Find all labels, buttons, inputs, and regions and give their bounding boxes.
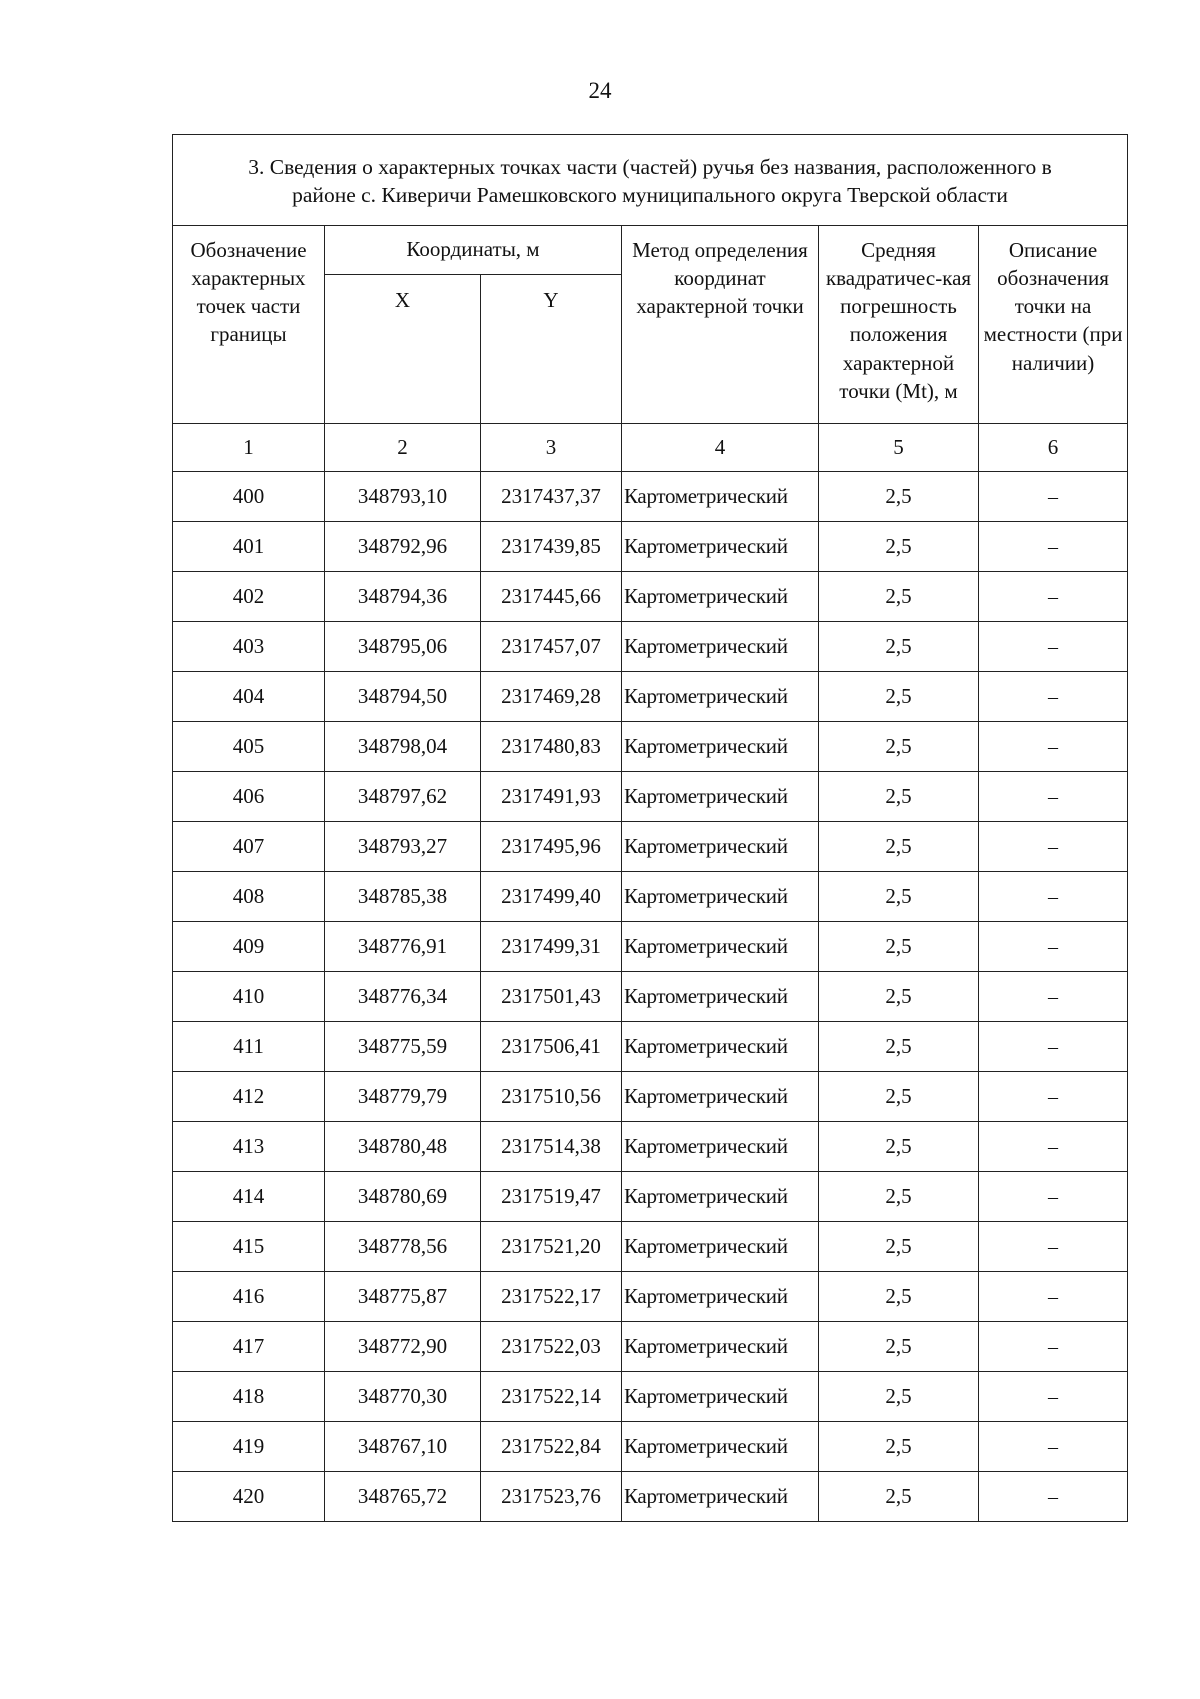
accuracy-cell: 2,5 xyxy=(819,1072,979,1122)
x-coordinate-cell: 348798,04 xyxy=(325,722,481,772)
point-number-cell: 416 xyxy=(173,1272,325,1322)
table-row xyxy=(173,522,1128,572)
description-cell: – xyxy=(979,1322,1128,1372)
description-cell: – xyxy=(979,772,1128,822)
description-cell: – xyxy=(979,672,1128,722)
point-number-cell: 411 xyxy=(173,1022,325,1072)
accuracy-cell: 2,5 xyxy=(819,922,979,972)
header-accuracy: Средняя квадратичес-кая погрешность положения характерной точки (Mt), м xyxy=(819,226,979,424)
accuracy-cell: 2,5 xyxy=(819,1222,979,1272)
y-coordinate-cell: 2317506,41 xyxy=(481,1022,622,1072)
point-number-cell: 402 xyxy=(173,572,325,622)
table-title xyxy=(173,135,1128,226)
description-cell: – xyxy=(979,872,1128,922)
table-row xyxy=(173,722,1128,772)
column-number: 5 xyxy=(819,424,979,472)
method-cell: Картометрический xyxy=(622,1172,819,1222)
point-number-cell: 413 xyxy=(173,1122,325,1172)
x-coordinate-cell: 348776,91 xyxy=(325,922,481,972)
table-row xyxy=(173,1422,1128,1472)
description-cell: – xyxy=(979,1222,1128,1272)
accuracy-cell: 2,5 xyxy=(819,672,979,722)
method-cell: Картометрический xyxy=(622,672,819,722)
point-number-cell: 410 xyxy=(173,972,325,1022)
header-x: X xyxy=(325,275,481,424)
table-row xyxy=(173,472,1128,522)
point-number-cell: 412 xyxy=(173,1072,325,1122)
point-number-cell: 405 xyxy=(173,722,325,772)
point-number-cell: 409 xyxy=(173,922,325,972)
y-coordinate-cell: 2317501,43 xyxy=(481,972,622,1022)
description-cell: – xyxy=(979,572,1128,622)
x-coordinate-cell: 348780,69 xyxy=(325,1172,481,1222)
characteristic-points-table xyxy=(172,134,1128,1522)
x-coordinate-cell: 348776,34 xyxy=(325,972,481,1022)
y-coordinate-cell: 2317519,47 xyxy=(481,1172,622,1222)
description-cell: – xyxy=(979,1072,1128,1122)
accuracy-cell: 2,5 xyxy=(819,972,979,1022)
y-coordinate-cell: 2317495,96 xyxy=(481,822,622,872)
accuracy-cell: 2,5 xyxy=(819,1472,979,1522)
y-coordinate-cell: 2317491,93 xyxy=(481,772,622,822)
method-cell: Картометрический xyxy=(622,472,819,522)
method-cell: Картометрический xyxy=(622,1272,819,1322)
description-cell: – xyxy=(979,722,1128,772)
y-coordinate-cell: 2317439,85 xyxy=(481,522,622,572)
table-row xyxy=(173,822,1128,872)
accuracy-cell: 2,5 xyxy=(819,472,979,522)
x-coordinate-cell: 348780,48 xyxy=(325,1122,481,1172)
accuracy-cell: 2,5 xyxy=(819,1122,979,1172)
table-row xyxy=(173,1372,1128,1422)
x-coordinate-cell: 348792,96 xyxy=(325,522,481,572)
accuracy-cell: 2,5 xyxy=(819,572,979,622)
x-coordinate-cell: 348785,38 xyxy=(325,872,481,922)
x-coordinate-cell: 348779,79 xyxy=(325,1072,481,1122)
method-cell: Картометрический xyxy=(622,1372,819,1422)
point-number-cell: 400 xyxy=(173,472,325,522)
y-coordinate-cell: 2317522,84 xyxy=(481,1422,622,1472)
accuracy-cell: 2,5 xyxy=(819,772,979,822)
x-coordinate-cell: 348770,30 xyxy=(325,1372,481,1422)
table-row xyxy=(173,1472,1128,1522)
header-method: Метод определения координат характерной точки xyxy=(622,226,819,424)
column-numbers-row xyxy=(173,424,1128,472)
column-number: 4 xyxy=(622,424,819,472)
description-cell: – xyxy=(979,822,1128,872)
x-coordinate-cell: 348767,10 xyxy=(325,1422,481,1472)
y-coordinate-cell: 2317437,37 xyxy=(481,472,622,522)
table-row xyxy=(173,1222,1128,1272)
description-cell: – xyxy=(979,1472,1128,1522)
method-cell: Картометрический xyxy=(622,1022,819,1072)
column-number: 6 xyxy=(979,424,1128,472)
y-coordinate-cell: 2317514,38 xyxy=(481,1122,622,1172)
table-row xyxy=(173,572,1128,622)
point-number-cell: 417 xyxy=(173,1322,325,1372)
header-coordinates: Координаты, м xyxy=(325,226,622,275)
table-row xyxy=(173,1172,1128,1222)
column-number: 3 xyxy=(481,424,622,472)
table-title-line-1: 3. Сведения о характерных точках части (частей) ручья без названия, расположенного в xyxy=(248,155,1052,180)
y-coordinate-cell: 2317480,83 xyxy=(481,722,622,772)
y-coordinate-cell: 2317499,40 xyxy=(481,872,622,922)
x-coordinate-cell: 348772,90 xyxy=(325,1322,481,1372)
description-cell: – xyxy=(979,472,1128,522)
method-cell: Картометрический xyxy=(622,1472,819,1522)
method-cell: Картометрический xyxy=(622,872,819,922)
accuracy-cell: 2,5 xyxy=(819,622,979,672)
method-cell: Картометрический xyxy=(622,622,819,672)
point-number-cell: 414 xyxy=(173,1172,325,1222)
method-cell: Картометрический xyxy=(622,1222,819,1272)
point-number-cell: 403 xyxy=(173,622,325,672)
point-number-cell: 419 xyxy=(173,1422,325,1472)
method-cell: Картометрический xyxy=(622,1122,819,1172)
description-cell: – xyxy=(979,972,1128,1022)
table-title-line-2: районе с. Киверичи Рамешковского муниципального округа Тверской области xyxy=(292,183,1008,207)
point-number-cell: 408 xyxy=(173,872,325,922)
y-coordinate-cell: 2317522,17 xyxy=(481,1272,622,1322)
table-row xyxy=(173,1322,1128,1372)
table-row xyxy=(173,1272,1128,1322)
description-cell: – xyxy=(979,622,1128,672)
accuracy-cell: 2,5 xyxy=(819,872,979,922)
point-number-cell: 407 xyxy=(173,822,325,872)
table-row xyxy=(173,1122,1128,1172)
table-row xyxy=(173,872,1128,922)
accuracy-cell: 2,5 xyxy=(819,1172,979,1222)
x-coordinate-cell: 348794,50 xyxy=(325,672,481,722)
description-cell: – xyxy=(979,1172,1128,1222)
table-row xyxy=(173,622,1128,672)
method-cell: Картометрический xyxy=(622,1322,819,1372)
y-coordinate-cell: 2317522,03 xyxy=(481,1322,622,1372)
method-cell: Картометрический xyxy=(622,522,819,572)
accuracy-cell: 2,5 xyxy=(819,822,979,872)
method-cell: Картометрический xyxy=(622,972,819,1022)
accuracy-cell: 2,5 xyxy=(819,1372,979,1422)
point-number-cell: 415 xyxy=(173,1222,325,1272)
method-cell: Картометрический xyxy=(622,572,819,622)
y-coordinate-cell: 2317521,20 xyxy=(481,1222,622,1272)
method-cell: Картометрический xyxy=(622,1422,819,1472)
x-coordinate-cell: 348793,27 xyxy=(325,822,481,872)
method-cell: Картометрический xyxy=(622,772,819,822)
y-coordinate-cell: 2317457,07 xyxy=(481,622,622,672)
description-cell: – xyxy=(979,1372,1128,1422)
method-cell: Картометрический xyxy=(622,822,819,872)
description-cell: – xyxy=(979,1272,1128,1322)
point-number-cell: 406 xyxy=(173,772,325,822)
accuracy-cell: 2,5 xyxy=(819,1022,979,1072)
x-coordinate-cell: 348797,62 xyxy=(325,772,481,822)
point-number-cell: 420 xyxy=(173,1472,325,1522)
x-coordinate-cell: 348765,72 xyxy=(325,1472,481,1522)
header-y: Y xyxy=(481,275,622,424)
description-cell: – xyxy=(979,922,1128,972)
description-cell: – xyxy=(979,1422,1128,1472)
table-row xyxy=(173,772,1128,822)
y-coordinate-cell: 2317499,31 xyxy=(481,922,622,972)
y-coordinate-cell: 2317469,28 xyxy=(481,672,622,722)
column-number: 2 xyxy=(325,424,481,472)
accuracy-cell: 2,5 xyxy=(819,1272,979,1322)
y-coordinate-cell: 2317510,56 xyxy=(481,1072,622,1122)
accuracy-cell: 2,5 xyxy=(819,522,979,572)
y-coordinate-cell: 2317445,66 xyxy=(481,572,622,622)
table-row xyxy=(173,922,1128,972)
method-cell: Картометрический xyxy=(622,922,819,972)
table-row xyxy=(173,1022,1128,1072)
header-designation: Обозначение характерных точек части границы xyxy=(173,226,325,424)
point-number-cell: 418 xyxy=(173,1372,325,1422)
header-description: Описание обозначения точки на местности (при наличии) xyxy=(979,226,1128,424)
x-coordinate-cell: 348778,56 xyxy=(325,1222,481,1272)
y-coordinate-cell: 2317522,14 xyxy=(481,1372,622,1422)
accuracy-cell: 2,5 xyxy=(819,1422,979,1472)
accuracy-cell: 2,5 xyxy=(819,1322,979,1372)
accuracy-cell: 2,5 xyxy=(819,722,979,772)
point-number-cell: 401 xyxy=(173,522,325,572)
description-cell: – xyxy=(979,1122,1128,1172)
y-coordinate-cell: 2317523,76 xyxy=(481,1472,622,1522)
column-number: 1 xyxy=(173,424,325,472)
x-coordinate-cell: 348775,87 xyxy=(325,1272,481,1322)
table-row xyxy=(173,972,1128,1022)
page-number: 24 xyxy=(588,78,612,103)
x-coordinate-cell: 348794,36 xyxy=(325,572,481,622)
method-cell: Картометрический xyxy=(622,1072,819,1122)
description-cell: – xyxy=(979,1022,1128,1072)
point-number-cell: 404 xyxy=(173,672,325,722)
x-coordinate-cell: 348795,06 xyxy=(325,622,481,672)
table-row xyxy=(173,1072,1128,1122)
x-coordinate-cell: 348775,59 xyxy=(325,1022,481,1072)
description-cell: – xyxy=(979,522,1128,572)
x-coordinate-cell: 348793,10 xyxy=(325,472,481,522)
method-cell: Картометрический xyxy=(622,722,819,772)
table-row xyxy=(173,672,1128,722)
